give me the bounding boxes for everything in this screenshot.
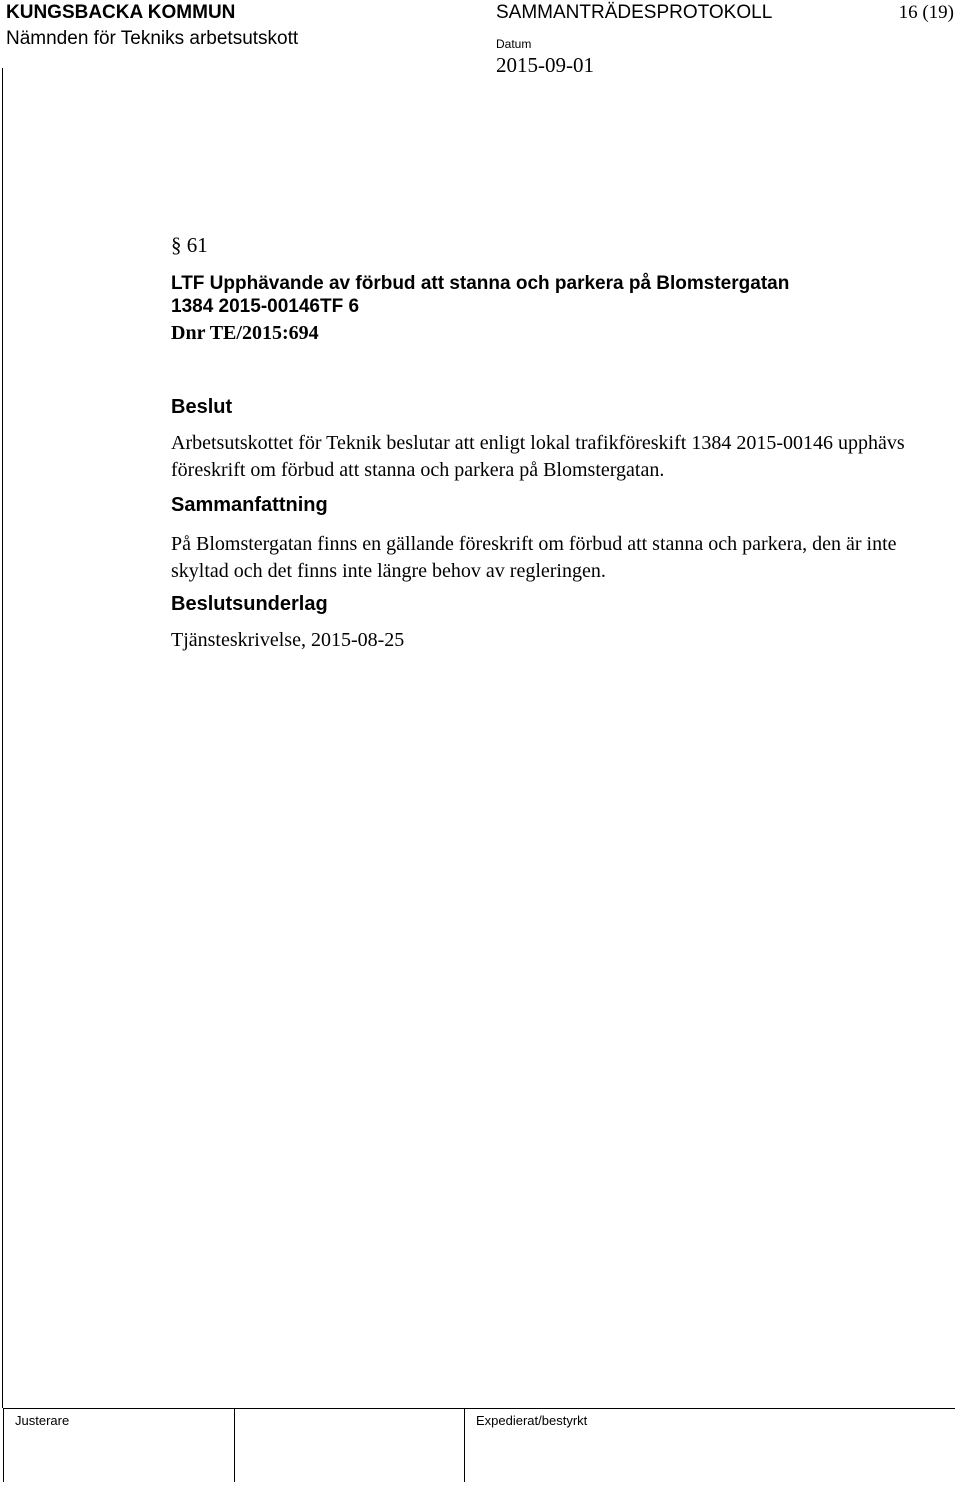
basis-heading: Beslutsunderlag: [171, 593, 328, 615]
summary-text: På Blomstergatan finns en gällande föreskrift om förbud att stanna och parkera, den är inte skyltad och det finns inte längre behov av regleringen.: [171, 533, 897, 582]
reviewer-signature-cell: [234, 1409, 465, 1482]
document-type: SAMMANTRÄDESPROTOKOLL: [496, 2, 773, 23]
paragraph-number: § 61: [171, 233, 208, 257]
page-number: 16 (19): [898, 2, 954, 23]
reviewer-label: Justerare: [15, 1413, 70, 1428]
decision-heading: Beslut: [171, 396, 233, 418]
item-reference: 1384 2015-00146TF 6: [171, 296, 360, 317]
dispatched-label: Expedierat/bestyrkt: [476, 1413, 588, 1428]
item-dnr: Dnr TE/2015:694: [171, 322, 319, 344]
basis-text: Tjänsteskrivelse, 2015-08-25: [171, 629, 405, 651]
signature-table: [3, 1408, 955, 1482]
date-value: 2015-09-01: [496, 53, 594, 77]
reviewer-cell: [3, 1409, 235, 1482]
item-title: LTF Upphävande av förbud att stanna och parkera på Blomstergatan: [171, 273, 790, 294]
summary-heading: Sammanfattning: [171, 494, 328, 516]
decision-text: Arbetsutskottet för Teknik beslutar att enligt lokal trafikföreskift 1384 2015-00146 upphävs föreskrift om förbud att stanna och parkera på Blomstergatan.: [171, 432, 905, 481]
organization-name: KUNGSBACKA KOMMUN: [6, 2, 236, 23]
left-margin-rule: [2, 68, 3, 1408]
date-label: Datum: [496, 37, 532, 51]
dispatched-cell: [464, 1409, 956, 1482]
committee-name: Nämnden för Tekniks arbetsutskott: [6, 28, 299, 49]
